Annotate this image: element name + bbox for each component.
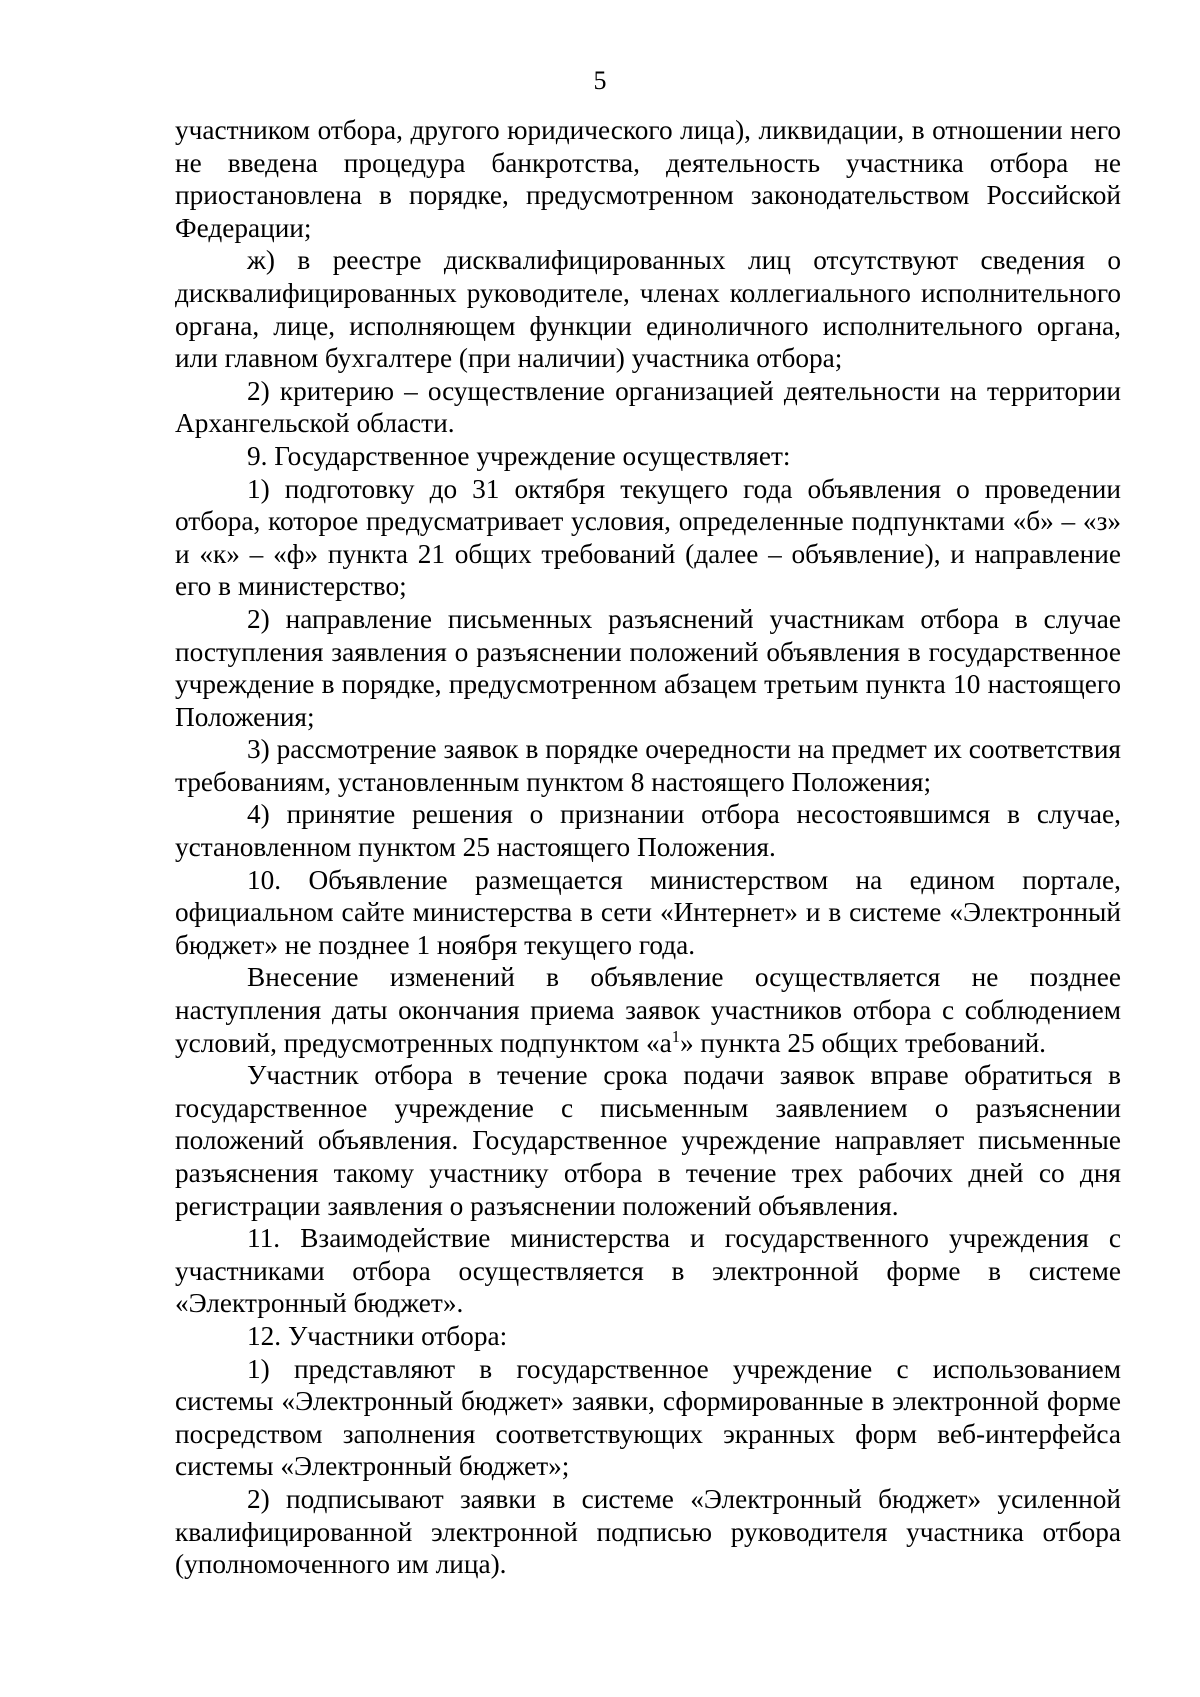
- paragraph-clause-9-item-3: 3) рассмотрение заявок в порядке очередности на предмет их соответствия требованиям, установленным пунктом 8 настоящего Положения;: [175, 734, 1121, 797]
- paragraph-clause-12-item-1: 1) представляют в государственное учреждение с использованием системы «Электронный бюджет» заявки, сформированные в электронной форме посредством заполнения соответствующих экранных форм веб-интерфейса системы «Электронный бюджет»;: [175, 1353, 1121, 1482]
- amendments-text-before: Внесение изменений в объявление осуществляется не позднее наступления даты окончания приема заявок участников отбора с соблюдением условий, предусмотренных подпунктом «а: [175, 962, 1121, 1058]
- paragraph-clause-10-clarification: Участник отбора в течение срока подачи заявок вправе обратиться в государственное учреждение с письменным заявлением о разъяснении положений объявления. Государственное учреждение направляет письменные разъяснения такому участнику отбора в течение трех рабочих дней со дня регистрации заявления о разъяснении положений объявления.: [175, 1060, 1121, 1221]
- superscript-one: 1: [671, 1026, 680, 1046]
- page-number: 5: [593, 66, 607, 95]
- paragraph-continuation: участником отбора, другого юридического лица), ликвидации, в отношении него не введена процедура банкротства, деятельность участника отбора не приостановлена в порядке, предусмотренном законодательством Российской Федерации;: [175, 115, 1121, 243]
- paragraph-clause-12-item-2: 2) подписывают заявки в системе «Электронный бюджет» усиленной квалифицированной электронной подписью руководителя участника отбора (уполномоченного им лица).: [175, 1483, 1121, 1580]
- paragraph-clause-9-item-1: 1) подготовку до 31 октября текущего года объявления о проведении отбора, которое предусматривает условия, определенные подпунктами «б» – «з» и «к» – «ф» пункта 21 общих требований (далее – объявление), и направление его в министерство;: [175, 473, 1121, 602]
- paragraph-criterion: 2) критерию – осуществление организацией деятельности на территории Архангельской области.: [175, 375, 1121, 439]
- paragraph-clause-10-amendments: [175, 961, 1121, 1059]
- document-body: [175, 114, 1121, 1581]
- amendments-text-after: » пункта 25 общих требований.: [679, 1027, 1047, 1058]
- paragraph-clause-10: 10. Объявление размещается министерством на едином портале, официальном сайте министерства в сети «Интернет» и в системе «Электронный бюджет» не позднее 1 ноября текущего года.: [175, 864, 1121, 960]
- paragraph-zh-disqualified-registry: ж) в реестре дисквалифицированных лиц отсутствуют сведения о дисквалифицированных руководителе, членах коллегиального исполнительного органа, лице, исполняющем функции единоличного исполнительного органа, или главном бухгалтере (при наличии) участника отбора;: [175, 245, 1121, 374]
- paragraph-clause-9-item-2: 2) направление письменных разъяснений участникам отбора в случае поступления заявления о разъяснении положений объявления в государственное учреждение в порядке, предусмотренном абзацем третьим пункта 10 настоящего Положения;: [175, 603, 1121, 732]
- paragraph-clause-12: 12. Участники отбора:: [247, 1320, 508, 1351]
- paragraph-clause-11: 11. Взаимодействие министерства и государственного учреждения с участниками отбора осуществляется в электронной форме в системе «Электронный бюджет».: [175, 1223, 1121, 1319]
- paragraph-clause-9-item-4: 4) принятие решения о признании отбора несостоявшимся в случае, установленном пунктом 25 настоящего Положения.: [175, 799, 1121, 863]
- paragraph-clause-9: 9. Государственное учреждение осуществляет:: [247, 440, 791, 471]
